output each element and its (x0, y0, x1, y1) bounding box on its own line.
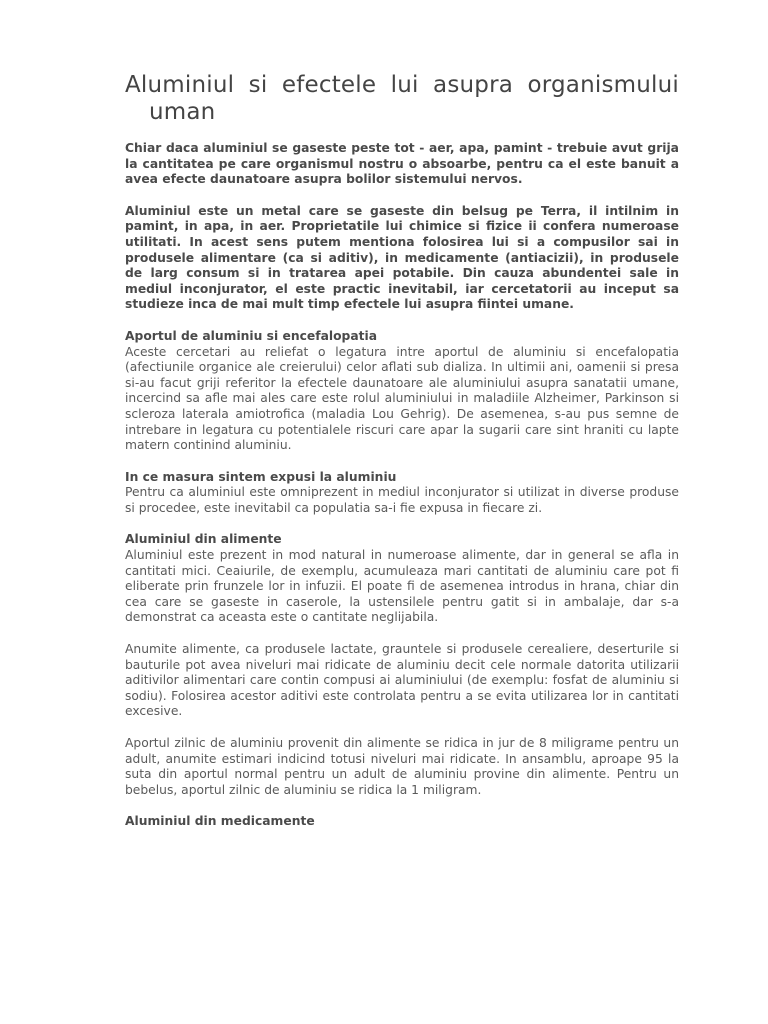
intro-paragraph-2: Aluminiul este un metal care se gaseste din belsug pe Terra, il intilnim in pamint, in apa, in aer. Proprietatile lui chimice si fizice ii confera numeroase utilitati. In acest sens putem mentiona folosirea lui si a compusilor sai in produsele alimentare (ca si aditiv), in medicamente (antiacizii), in produsele de larg consum si in tratarea apei potabile. Din cauza abundentei sale in mediul inconjurator, el este practic inevitabil, iar cercetatorii au inceput sa studieze inca de mai mult timp efectele lui asupra fiintei umane. (125, 203, 679, 312)
section-heading-expunere: In ce masura sintem expusi la aluminiu (125, 469, 397, 484)
section-paragraph: Anumite alimente, ca produsele lactate, grauntele si produsele cerealiere, deserturile si bauturile pot avea niveluri mai ridicate de aluminiu decit cele normale datorita utilizarii aditivilor alimentari care contin compusi ai aluminiului (de exemplu: fosfat de aluminiu si sodiu). Folosirea acestor aditivi este controlata pentru a se evita utilizarea lor in cantitati excesive. (125, 642, 679, 719)
intro-paragraph-1: Chiar daca aluminiul se gaseste peste tot - aer, apa, pamint - trebuie avut grija la cantitatea pe care organismul nostru o absoarbe, pentru ca el este banuit a avea efecte daunatoare asupra bolilor sistemului nervos. (125, 141, 679, 187)
document-title (125, 72, 679, 126)
document-title-line-1: Aluminiul si efectele lui asupra organismului (125, 72, 679, 98)
section-paragraph: Aportul zilnic de aluminiu provenit din alimente se ridica in jur de 8 miligrame pentru un adult, anumite estimari indicind totusi niveluri mai ridicate. In ansamblu, aproape 95 la suta din aportul normal pentru un adult de aluminiu provine din alimente. Pentru un bebelus, aportul zilnic de aluminiu se ridica la 1 miligram. (125, 736, 679, 797)
section-heading-medicamente: Aluminiul din medicamente (125, 814, 315, 829)
section-paragraph: Pentru ca aluminiul este omniprezent in mediul inconjurator si utilizat in diverse produse si procedee, este inevitabil ca populatia sa-i fie expusa in fiecare zi. (125, 485, 679, 515)
section-paragraph: Aluminiul este prezent in mod natural in numeroase alimente, dar in general se afla in cantitati mici. Ceaiurile, de exemplu, acumuleaza mari cantitati de aluminiu care pot fi eliberate prin frunzele lor in infuzii. El poate fi de asemenea introdus in hrana, chiar din cea care se gaseste in caserole, la ustensilele pentru gatit si in ambalaje, dar s-a demonstrat ca aceasta este o cantitate neglijabila. (125, 548, 679, 625)
section-heading-alimente: Aluminiul din alimente (125, 532, 282, 547)
section-paragraph: Aceste cercetari au reliefat o legatura intre aportul de aluminiu si encefalopatia (afectiunile organice ale creierului) celor aflati sub dializa. In ultimii ani, oamenii si presa si-au facut griji referitor la efectele daunatoare ale aluminiului asupra sanatatii umane, incercind sa afle mai ales care este rolul aluminiului in maladiile Alzheimer, Parkinson si scleroza laterala amiotrofica (maladia Lou Gehrig). De asemenea, s-au pus semne de intrebare in legatura cu potentialele riscuri care apar la sugarii care sint hraniti cu lapte matern continind aluminiu. (125, 344, 679, 453)
section-heading-encefalopatia: Aportul de aluminiu si encefalopatia (125, 328, 378, 343)
document-page (125, 72, 679, 830)
document-title-line-2: uman (149, 99, 216, 125)
